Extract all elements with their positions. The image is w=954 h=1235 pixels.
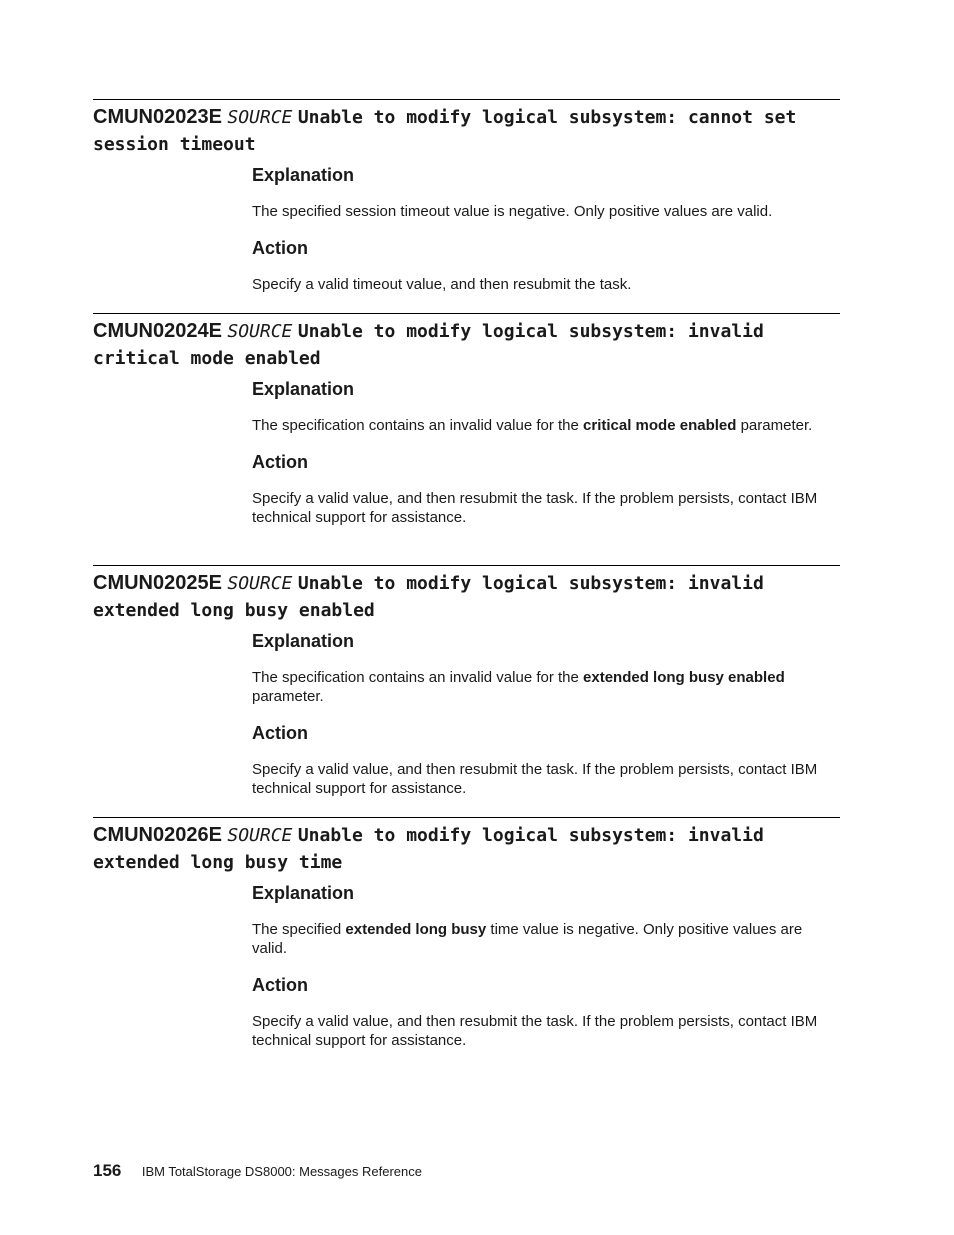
message-heading bbox=[93, 822, 840, 876]
action-text: Specify a valid value, and then resubmit the task. If the problem persists, contact IBM technical support for assistance. bbox=[252, 761, 818, 797]
message-heading bbox=[93, 570, 840, 624]
action-text: Specify a valid timeout value, and then resubmit the task. bbox=[252, 276, 632, 293]
book-title: IBM TotalStorage DS8000: Messages Reference bbox=[141, 1164, 422, 1179]
explanation-heading: Explanation bbox=[252, 379, 355, 399]
message-source: SOURCE bbox=[227, 825, 293, 846]
action-section bbox=[252, 451, 840, 527]
page-footer bbox=[93, 1161, 422, 1181]
action-heading: Action bbox=[252, 723, 308, 743]
explanation-heading: Explanation bbox=[252, 631, 355, 651]
explanation-heading: Explanation bbox=[252, 883, 355, 903]
message-text: Unable to modify logical subsystem: invalid critical mode enabled bbox=[93, 321, 764, 369]
message-text: Unable to modify logical subsystem: invalid extended long busy enabled bbox=[93, 573, 764, 621]
message-source: SOURCE bbox=[227, 107, 293, 128]
message-source: SOURCE bbox=[227, 573, 293, 594]
action-section bbox=[252, 237, 840, 294]
action-text: Specify a valid value, and then resubmit the task. If the problem persists, contact IBM technical support for assistance. bbox=[252, 490, 818, 526]
message-heading bbox=[93, 104, 840, 158]
explanation-heading: Explanation bbox=[252, 165, 355, 185]
message-heading bbox=[93, 318, 840, 372]
explanation-section bbox=[252, 882, 840, 958]
action-heading: Action bbox=[252, 238, 308, 258]
action-text: Specify a valid value, and then resubmit the task. If the problem persists, contact IBM technical support for assistance. bbox=[252, 1013, 818, 1049]
explanation-text: The specification contains an invalid value for the extended long busy enabled parameter. bbox=[252, 669, 785, 705]
action-section bbox=[252, 722, 840, 798]
action-section bbox=[252, 974, 840, 1050]
message-id: CMUN02023E bbox=[93, 106, 222, 128]
explanation-text: The specified extended long busy time value is negative. Only positive values are valid. bbox=[252, 921, 803, 957]
explanation-section bbox=[252, 630, 840, 706]
message-id: CMUN02025E bbox=[93, 572, 222, 594]
action-heading: Action bbox=[252, 452, 308, 472]
message-text: Unable to modify logical subsystem: cannot set session timeout bbox=[93, 107, 797, 155]
message-source: SOURCE bbox=[227, 321, 293, 342]
explanation-text: The specified session timeout value is negative. Only positive values are valid. bbox=[252, 203, 773, 220]
explanation-section bbox=[252, 164, 840, 221]
message-id: CMUN02026E bbox=[93, 824, 222, 846]
message-cmun02025e bbox=[93, 565, 840, 798]
message-cmun02024e bbox=[93, 313, 840, 527]
message-text: Unable to modify logical subsystem: invalid extended long busy time bbox=[93, 825, 764, 873]
message-id: CMUN02024E bbox=[93, 320, 222, 342]
page-number: 156 bbox=[93, 1161, 122, 1180]
explanation-section bbox=[252, 378, 840, 435]
message-cmun02023e bbox=[93, 99, 840, 294]
explanation-text: The specification contains an invalid value for the critical mode enabled parameter. bbox=[252, 417, 813, 434]
action-heading: Action bbox=[252, 975, 308, 995]
message-cmun02026e bbox=[93, 817, 840, 1050]
